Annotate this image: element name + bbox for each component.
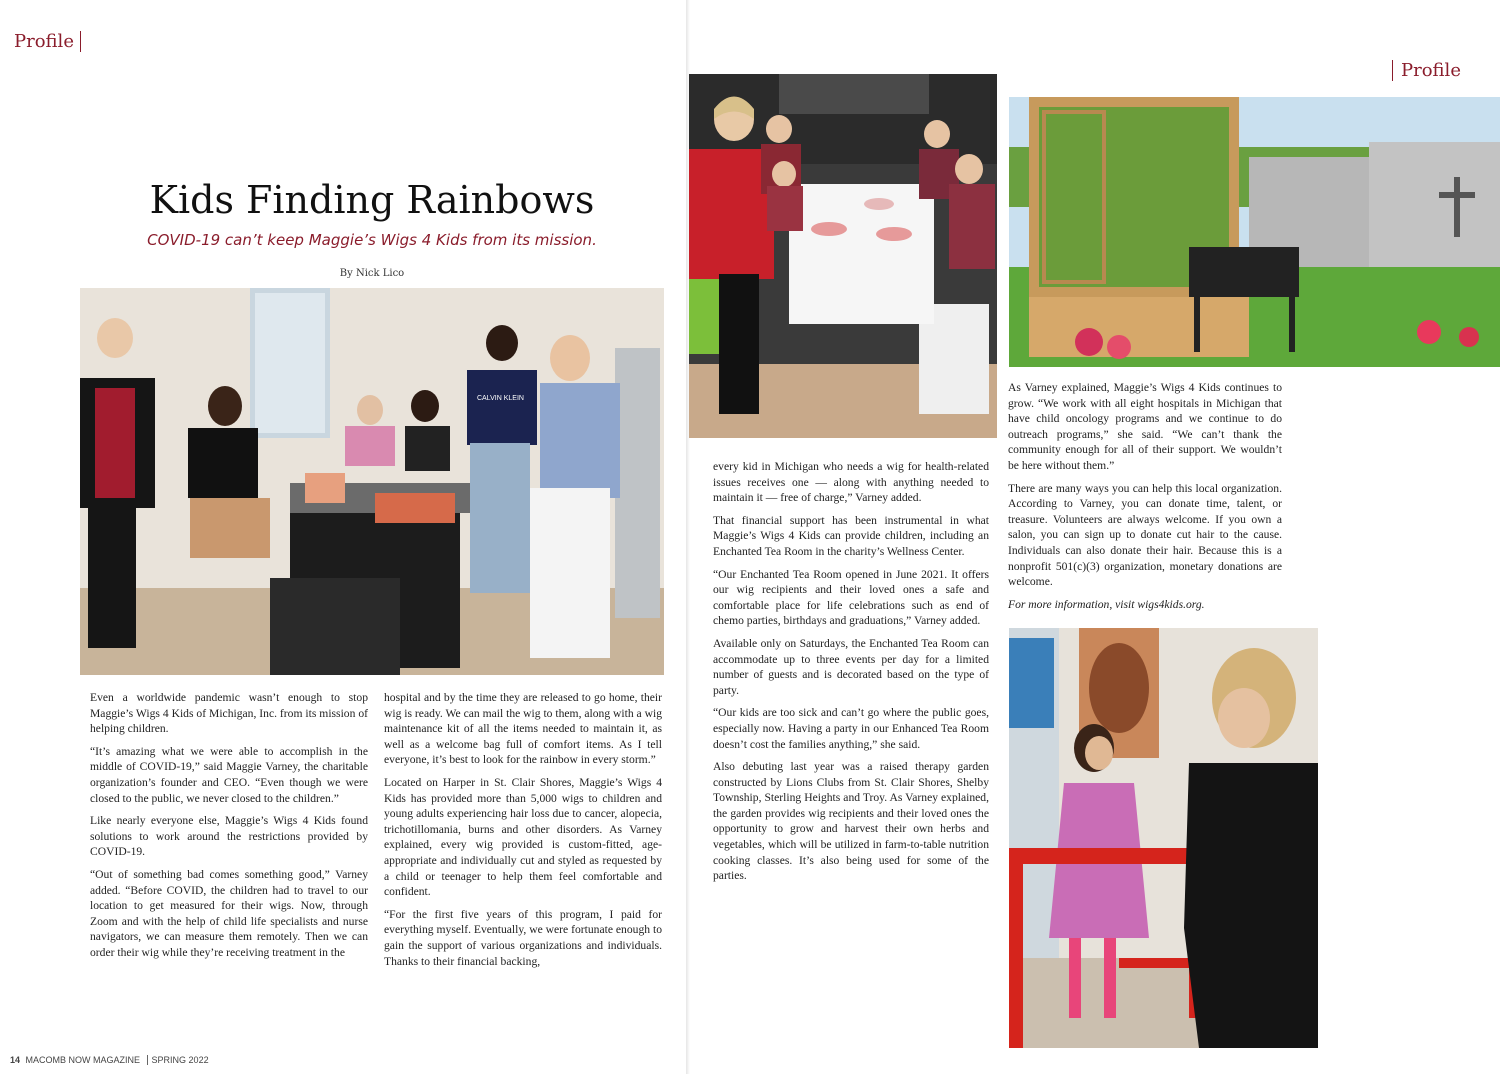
photo-group-kitchen (80, 288, 664, 675)
photo-tea-party (689, 74, 997, 438)
col4-paragraph: There are many ways you can help this local organization. According to Varney, you can donate time, talent, or treasure. Volunteers are always welcome. If you own a salon, you can sign up to donate cut hair to the cause. Individuals can also donate their hair. Because this is a nonprofit 501(c)(3) organization, monetary donations are welcome. (1008, 481, 1282, 589)
page-number: 14 (10, 1055, 21, 1065)
col1-paragraph: “It’s amazing what we were able to accomplish in the middle of COVID-19,” said Maggie Varney, the charitable organization’s founder and CEO. “Even though we were closed to the public, we never closed to the children.” (90, 744, 368, 805)
col3-paragraph: Available only on Saturdays, the Enchanted Tea Room can accommodate up to three events per day for a limited number of guests and is decorated based on the type of party. (713, 636, 989, 697)
column-4 (1008, 380, 1282, 619)
col3-paragraph: “Our kids are too sick and can’t go where the public goes, especially now. Having a party in our Enhanced Tea Room doesn’t cost the families anything,” she said. (713, 706, 989, 751)
issue-label: SPRING 2022 (151, 1055, 209, 1065)
col4-paragraph: As Varney explained, Maggie’s Wigs 4 Kids continues to grow. “We work with all eight hospitals in Michigan that have child oncology programs and we continue to do outreach programs,” she said. “We can’t thank the community enough for all of their support. We wouldn’t be here without them.” (1008, 381, 1282, 472)
more-info-line: For more information, visit wigs4kids.org. (1008, 597, 1205, 611)
column-2 (384, 690, 662, 976)
photo-garden (1009, 97, 1500, 367)
col3-paragraph: every kid in Michigan who needs a wig for health-related issues receives one — along with anything needed to maintain it — free of charge,” Varney added. (713, 460, 989, 505)
col2-paragraph: Located on Harper in St. Clair Shores, Maggie’s Wigs 4 Kids has provided more than 5,000 wigs to children and young adults experiencing hair loss due to cancer, alopecia, trichotillomania, burns and other disorders. As Varney explained, every wig provided is custom-fitted, age-appropriate and individually cut and styled as requested by a child or teenager to help them feel comfortable and confident. (384, 775, 662, 899)
column-1 (90, 690, 368, 968)
col2-paragraph: “For the first five years of this program, I paid for everything myself. Eventually, we were fortunate enough to gain the support of various organizations and individuals. Thanks to their financial backing, (384, 907, 662, 968)
col3-paragraph: That financial support has been instrumental in what Maggie’s Wigs 4 Kids can provide children, including an Enchanted Tea Room in the charity’s Wellness Center. (713, 513, 989, 558)
headline: Kids Finding Rainbows (149, 178, 595, 222)
col1-paragraph: “Out of something bad comes something good,” Varney added. “Before COVID, the children had to travel to our location to get measured for their wigs. Now, through Zoom and with the help of child life specialists and nurse navigators, we can measure them remotely. Then we can order their wig while they’re receiving treatment in the (90, 867, 368, 959)
col3-paragraph: Also debuting last year was a raised therapy garden constructed by Lions Clubs from St. Clair Shores, Shelby Township, Sterling Heights and Troy. As Varney explained, the garden provides wig recipients and their loved ones the opportunity to grow and harvest their own herbs and vegetables, which will be utilized in farm-to-table nutrition cooking classes. It’s also being used for some of the parties. (713, 760, 989, 883)
col3-paragraph: “Our Enchanted Tea Room opened in June 2021. It offers our wig recipients and their loved ones a safe and comfortable place for life celebrations such as end of chemo parties, birthdays and graduations,” Varney added. (713, 567, 989, 628)
column-3 (713, 459, 989, 891)
shirt-logo: CALVIN KLEIN (477, 395, 524, 402)
photo-girl-fitting (1009, 628, 1318, 1048)
byline: By Nick Lico (339, 268, 405, 279)
section-label-right: Profile (1392, 60, 1461, 81)
col1-paragraph: Even a worldwide pandemic wasn’t enough to stop Maggie’s Wigs 4 Kids of Michigan, Inc. from its mission of helping children. (90, 691, 368, 736)
footer-divider (147, 1055, 148, 1065)
subhead: COVID-19 can’t keep Maggie’s Wigs 4 Kids from its mission. (147, 231, 597, 249)
col2-paragraph: hospital and by the time they are released to go home, their wig is ready. We can mail the wig to them, along with a wig maintenance kit of all the items needed to maintain it, as well as a welcome bag full of comfort items. As I tell everyone, it’s best to look for the rainbow in every storm.” (384, 691, 662, 767)
section-label-left: Profile (14, 31, 81, 52)
magazine-name: MACOMB NOW MAGAZINE (25, 1055, 141, 1065)
col1-paragraph: Like nearly everyone else, Maggie’s Wigs 4 Kids found solutions to work around the restrictions provided by COVID-19. (90, 814, 368, 859)
page-footer (10, 1055, 209, 1065)
